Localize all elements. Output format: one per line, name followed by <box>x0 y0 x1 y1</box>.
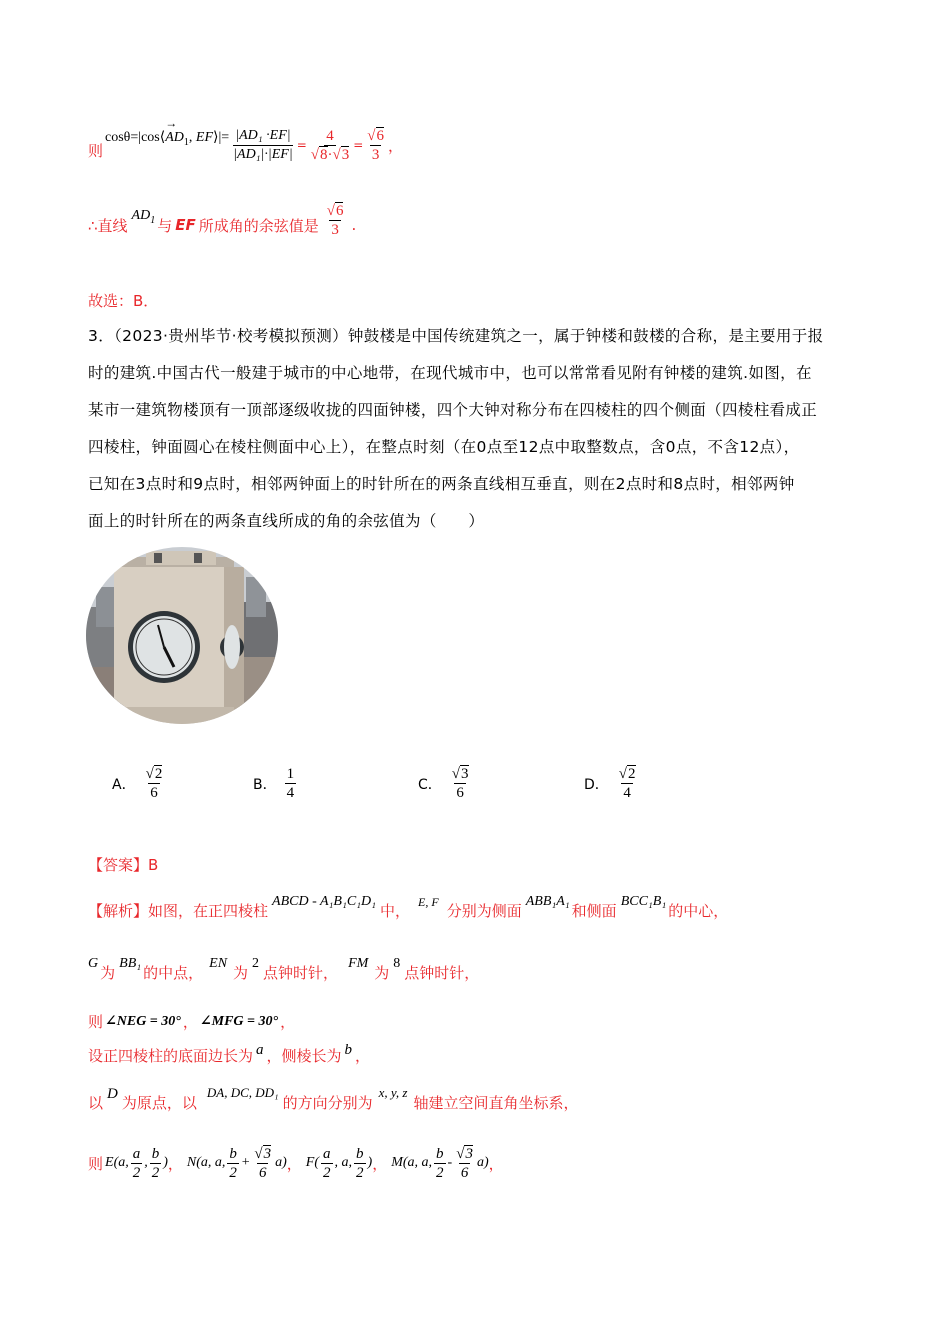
option-b[interactable] <box>253 765 298 802</box>
text-a1: 如图，在正四棱柱 <box>148 901 269 920</box>
analysis-line-3 <box>88 1008 295 1034</box>
text-d1: 设正四棱柱的底面边长为 <box>88 1046 254 1065</box>
math-ef: E, F <box>418 894 439 909</box>
math-cos-theta: cosθ <box>105 130 131 145</box>
text-c2: ， <box>182 1012 198 1031</box>
option-a[interactable] <box>112 765 166 802</box>
fraction-sqrt6-over-3: $\frac{√6}{3}$ <box>367 127 385 163</box>
option-c-fraction: $\frac{√3}{6}$ <box>451 766 469 801</box>
option-b-label: B． <box>253 776 277 793</box>
comma-4: ， <box>488 1154 504 1173</box>
option-a-label: A． <box>112 776 136 793</box>
text-d2: ，侧棱长为 <box>266 1046 342 1065</box>
text-e1: 以 <box>88 1093 104 1112</box>
choose-line: 故选：B． <box>88 292 159 310</box>
text-c3: ， <box>280 1012 296 1031</box>
math-bcc1b1: BCC₁B₁ <box>620 894 667 909</box>
question-paragraph <box>88 318 823 540</box>
answer-line: 【答案】B <box>88 856 159 874</box>
math-en: EN <box>209 956 228 971</box>
text-a5: 的中心， <box>668 901 729 920</box>
math-eight: 8 <box>393 956 401 971</box>
math-two: 2 <box>252 956 260 971</box>
text-c1: 则 <box>88 1012 104 1031</box>
comma-3: ， <box>372 1154 388 1173</box>
text-a4: 和侧面 <box>571 901 617 920</box>
coord-m: M(a, a, $\frac{b}{2}$ - $\frac{√3}{6}$ a) <box>391 1145 489 1181</box>
text-b3: 为 <box>233 963 249 982</box>
math-fm: FM <box>348 956 369 971</box>
fraction-sqrt6-over-3-b: $\frac{√6}{3}$ <box>326 202 344 238</box>
coord-n: N(a, a, $\frac{b}{2}$ + $\frac{√3}{6}$ a) <box>186 1145 287 1181</box>
text-b4: 点钟时针， <box>263 963 339 982</box>
conclusion-line <box>88 200 356 250</box>
math-angle-neg: ∠NEG = 30° <box>105 1013 181 1029</box>
question-line-2: 时的建筑.中国古代一般建于城市的中心地带，在现代城市中，也可以常常看见附有钟楼的建筑.如图，在 <box>88 364 812 382</box>
clock-tower-image <box>86 547 278 724</box>
option-d-label: D． <box>584 776 609 793</box>
analysis-line-6 <box>88 1140 504 1186</box>
coord-e: E(a, $\frac{a}{2}$ , $\frac{b}{2}$ ) <box>105 1145 168 1181</box>
math-d: D <box>107 1085 118 1102</box>
text-e4: 轴建立空间直角坐标系， <box>413 1093 579 1112</box>
question-line-5: 已知在3点时和9点时，相邻两钟面上的时针所在的两条直线相互垂直，则在2点时和8点时，相邻两钟 <box>88 475 795 493</box>
option-c[interactable] <box>418 765 473 802</box>
question-line-4: 四棱柱，钟面圆心在棱柱侧面中心上），在整点时刻（在0点至12点中取整数点，含0点，不含12点）， <box>88 438 800 456</box>
analysis-tag: 【解析】 <box>88 901 149 920</box>
text-e2: 为原点，以 <box>121 1093 197 1112</box>
question-line-1: 3．（2023·贵州毕节·校考模拟预测）钟鼓楼是中国传统建筑之一，属于钟楼和鼓楼的合称，是主要用于报 <box>88 327 824 345</box>
option-a-fraction: $\frac{√2}{6}$ <box>145 766 163 801</box>
text-a3: 分别为侧面 <box>446 901 522 920</box>
coord-f: F( $\frac{a}{2}$ , a, $\frac{b}{2}$ ) <box>305 1145 373 1181</box>
text-a2: 中， <box>380 901 411 920</box>
text-d3: ， <box>355 1046 371 1065</box>
text-e3: 的方向分别为 <box>282 1093 373 1112</box>
option-d-fraction: $\frac{√2}{4}$ <box>618 766 636 801</box>
text-yu: 与 <box>157 216 173 235</box>
fraction-four-over: $\frac{4}{√8\cdot√3}$ <box>310 127 350 163</box>
text-f1: 则 <box>88 1154 104 1173</box>
analysis-line-5 <box>88 1082 578 1122</box>
math-axes-vectors: DA, DC, DD₁ <box>206 1085 279 1100</box>
text-b2: 的中点， <box>143 963 204 982</box>
comma: ， <box>388 136 404 155</box>
text-b1: 为 <box>100 963 116 982</box>
equals-sign-2: = <box>353 138 364 152</box>
math-a: a <box>256 1041 264 1058</box>
comma-1: ， <box>167 1154 183 1173</box>
text-therefore-line: ∴直线 <box>88 216 128 235</box>
question-line-3: 某市一建筑物楼顶有一顶部逐级收拢的四面钟楼，四个大钟对称分布在四棱柱的四个侧面（四棱柱看成正 <box>88 401 818 419</box>
option-d[interactable] <box>584 765 640 802</box>
math-g: G <box>88 956 99 971</box>
analysis-line-1 <box>88 890 728 930</box>
text-b6: 点钟时针， <box>404 963 480 982</box>
math-abs-cos: =|cos⟨ → $AD_1$, EF⟩|= <box>130 115 230 148</box>
period: . <box>351 216 357 234</box>
fraction-dot-product: $\frac{\text{|AD₁ ·EF|}}{\text{|AD₁|·|EF|}}$ <box>233 127 293 162</box>
text-cosine-value: 所成角的余弦值是 <box>198 216 319 235</box>
option-c-label: C． <box>418 776 442 793</box>
text-ze: 则 <box>88 141 104 160</box>
math-ad1: $AD_1$ <box>131 208 156 226</box>
math-b: b <box>344 1041 353 1058</box>
math-abb1a1: ABB₁A₁ <box>525 894 570 909</box>
math-bb1: BB₁ <box>119 956 142 971</box>
math-angle-mfg: ∠MFG = 30° <box>199 1013 279 1029</box>
text-b5: 为 <box>374 963 390 982</box>
comma-2: ， <box>286 1154 302 1173</box>
math-prism: ABCD - A₁B₁C₁D₁ <box>272 894 377 909</box>
text-ef: EF <box>175 216 196 234</box>
formula-line-cos <box>88 115 404 170</box>
analysis-line-4 <box>88 1040 370 1070</box>
option-b-fraction: $\frac{1}{4}$ <box>286 766 295 801</box>
analysis-line-2 <box>88 952 479 992</box>
equals-sign: = <box>296 138 307 152</box>
question-line-6: 面上的时针所在的两条直线所成的角的余弦值为（ ） <box>88 512 485 530</box>
math-xyz: x, y, z <box>378 1085 408 1100</box>
